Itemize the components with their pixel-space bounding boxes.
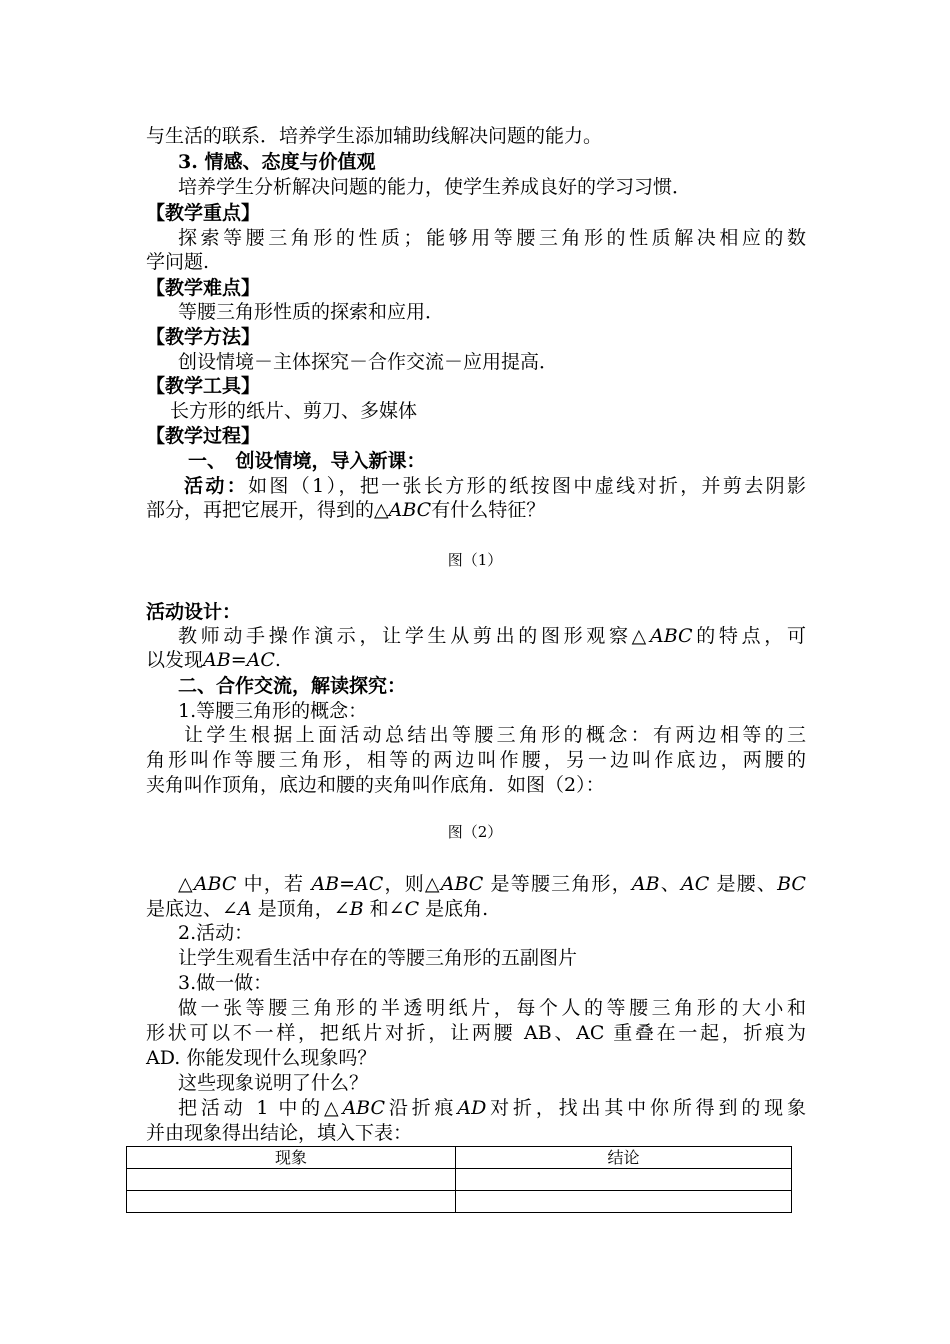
table-row (127, 1169, 792, 1191)
paragraph-text: 有什么特征？ (431, 499, 546, 521)
paragraph-line: 长方形的纸片、剪刀、多媒体 (170, 400, 418, 422)
paragraph-line (146, 897, 806, 921)
paragraph-text: 、 (659, 873, 682, 895)
paragraph-line: 与生活的联系．培养学生添加辅助线解决问题的能力。 (146, 125, 603, 147)
section-heading: 一、 创设情境，导入新课： (188, 450, 426, 472)
section-heading: 二、合作交流，解读探究： (178, 675, 407, 697)
section-heading: 【教学方法】 (146, 326, 261, 348)
paragraph-text: 以发现 (146, 649, 204, 671)
math-var: ABC (193, 873, 237, 895)
paragraph-text: 如图（1），把一张长方形的纸按图中虚线对折，并剪去阴影 (248, 475, 806, 497)
paragraph-line: 学问题. (146, 251, 210, 273)
table-cell[interactable] (456, 1191, 792, 1213)
paragraph-line: 探索等腰三角形的性质；能够用等腰三角形的性质解决相应的数 (178, 227, 806, 249)
paragraph-line: AD. 你能发现什么现象吗？ (146, 1047, 377, 1069)
figure-caption: 图（1） (447, 551, 503, 569)
paragraph-text: 沿折痕 (385, 1097, 458, 1119)
math-var: BC (777, 873, 806, 895)
section-heading: 3. 情感、态度与价值观 (178, 151, 376, 173)
paragraph-text: ，则△ (383, 873, 441, 895)
paragraph-line: 3.做一做： (178, 972, 273, 994)
paragraph-line: 这些现象说明了什么？ (178, 1072, 369, 1094)
table-row (127, 1191, 792, 1213)
paragraph-text: 是顶角，∠ (251, 898, 350, 920)
math-var: ABC (388, 499, 432, 521)
paragraph-line: 让学生根据上面活动总结出等腰三角形的概念：有两边相等的三 (184, 724, 806, 746)
paragraph-line (184, 474, 806, 498)
section-heading: 【教学过程】 (146, 425, 261, 447)
paragraph-line: 创设情境－主体探究－合作交流－应用提高． (178, 351, 559, 373)
section-heading: 活动设计： (146, 601, 242, 623)
column-header-phenomenon: 现象 (127, 1147, 456, 1169)
paragraph-line: 角形叫作等腰三角形，相等的两边叫作腰，另一边叫作底边，两腰的 (146, 749, 806, 771)
column-header-conclusion: 结论 (456, 1147, 792, 1169)
math-var: C (404, 898, 420, 920)
paragraph-line (178, 1096, 806, 1120)
paragraph-text: 中，若 (236, 873, 312, 895)
table-cell[interactable] (456, 1169, 792, 1191)
section-heading: 【教学难点】 (146, 277, 261, 299)
observation-table (126, 1146, 792, 1213)
math-var: B (349, 898, 364, 920)
paragraph-line (178, 624, 806, 648)
paragraph-line: 等腰三角形性质的探索和应用． (178, 301, 445, 323)
math-var: ABC (342, 1097, 386, 1119)
paragraph-line: 夹角叫作顶角，底边和腰的夹角叫作底角．如图（2）： (146, 774, 605, 796)
section-heading: 【教学工具】 (146, 375, 261, 397)
paragraph-text: 把活动 1 中的△ (178, 1097, 343, 1119)
paragraph-line: 让学生观看生活中存在的等腰三角形的五副图片 (178, 947, 578, 969)
math-var: ABC (649, 625, 693, 647)
paragraph-text: 和∠ (363, 898, 405, 920)
paragraph-text: △ (178, 873, 194, 895)
math-var: AB=AC (311, 873, 384, 895)
math-var: AB (631, 873, 660, 895)
table-cell[interactable] (127, 1191, 456, 1213)
activity-label: 活动： (184, 475, 249, 497)
paragraph-text: 对折，找出其中你所得到的现象 (486, 1097, 806, 1119)
paragraph-text: 是腰、 (709, 873, 778, 895)
paragraph-line: 做一张等腰三角形的半透明纸片，每个人的等腰三角形的大小和 (178, 997, 806, 1019)
paragraph-text: 是等腰三角形， (483, 873, 632, 895)
paragraph-line: 并由现象得出结论，填入下表： (146, 1122, 413, 1144)
paragraph-text: 是底角. (419, 898, 489, 920)
paragraph-line (178, 872, 806, 896)
paragraph-text: 教师动手操作演示，让学生从剪出的图形观察△ (178, 625, 650, 647)
math-var: A (237, 898, 252, 920)
math-var: AB=AC (203, 649, 275, 671)
section-heading: 【教学重点】 (146, 202, 261, 224)
table-cell[interactable] (127, 1169, 456, 1191)
math-var: AD (457, 1097, 487, 1119)
paragraph-text: 是底边、∠ (146, 898, 238, 920)
paragraph-text: 部分，再把它展开，得到的△ (146, 499, 389, 521)
table-header-row (127, 1147, 792, 1169)
paragraph-text: 的特点，可 (692, 625, 806, 647)
paragraph-line (146, 648, 806, 672)
paragraph-text: . (274, 649, 281, 671)
paragraph-line: 培养学生分析解决问题的能力，使学生养成良好的学习习惯． (178, 176, 692, 198)
math-var: AC (681, 873, 710, 895)
math-var: ABC (440, 873, 484, 895)
paragraph-line (146, 498, 806, 522)
figure-caption: 图（2） (447, 823, 503, 841)
paragraph-line: 1.等腰三角形的概念： (178, 700, 368, 722)
paragraph-line: 形状可以不一样，把纸片对折，让两腰 AB、AC 重叠在一起，折痕为 (146, 1022, 806, 1044)
paragraph-line: 2.活动： (178, 922, 254, 944)
